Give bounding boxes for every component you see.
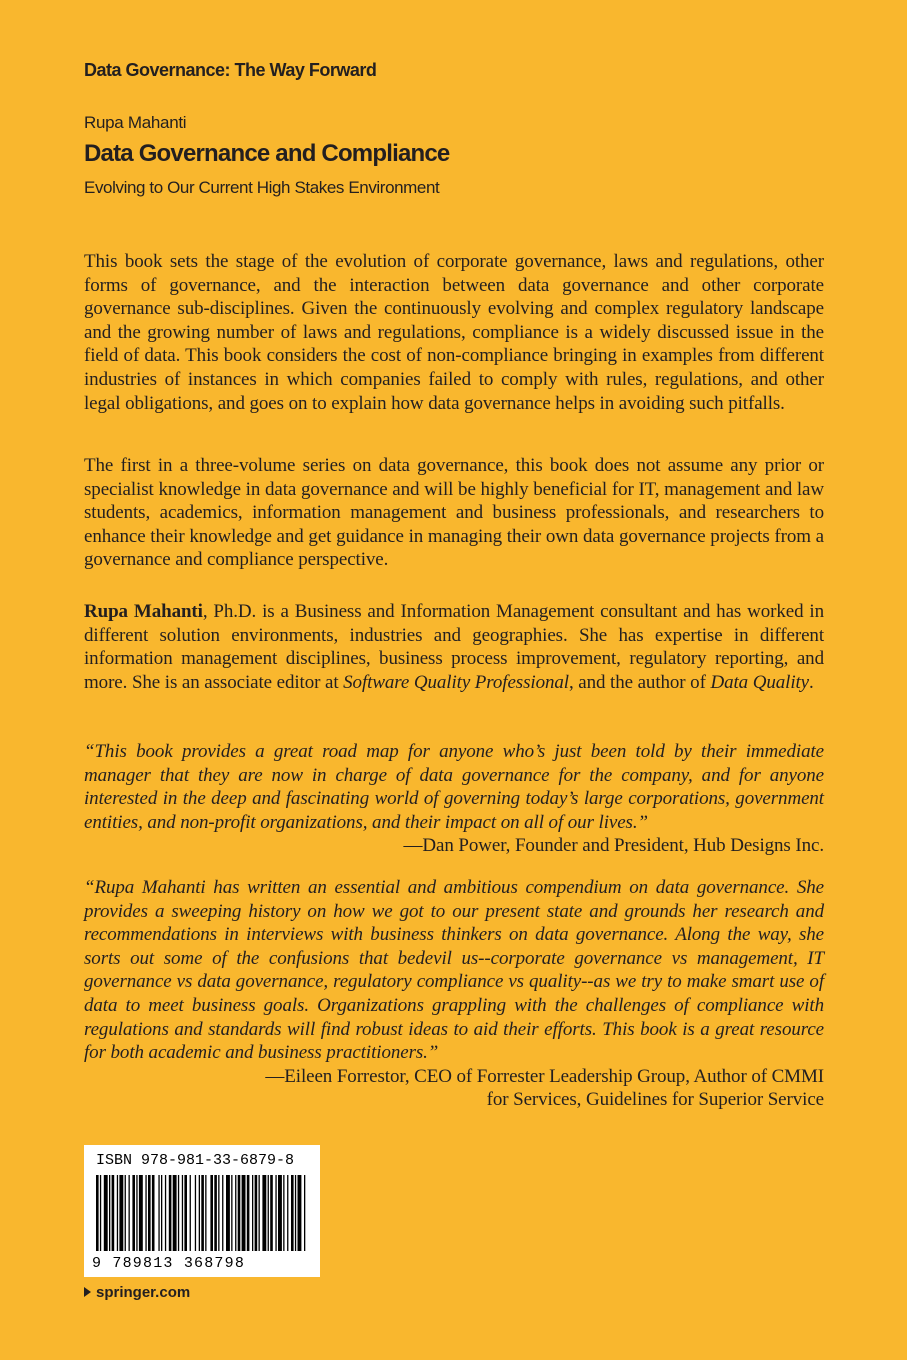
quote-1-attribution: —Dan Power, Founder and President, Hub Designs Inc. — [403, 835, 824, 857]
barcode-bar — [247, 1175, 250, 1251]
quote-2-attribution-line-1: —Eileen Forrestor, CEO of Forrester Leadership Group, Author of CMMI — [265, 1065, 824, 1087]
author-name: Rupa Mahanti — [84, 113, 187, 132]
barcode-bar — [214, 1175, 217, 1251]
barcode-bar — [184, 1175, 187, 1251]
barcode-bar — [278, 1175, 282, 1251]
barcode-bar — [117, 1175, 118, 1251]
barcode-digits: 9 789813 368798 — [92, 1255, 246, 1272]
barcode-bar — [238, 1175, 241, 1251]
barcode-bar — [210, 1175, 213, 1251]
author-bio — [84, 600, 824, 694]
barcode-bar — [136, 1175, 137, 1251]
bio-text-3: . — [809, 671, 814, 693]
barcode-bar — [255, 1175, 258, 1251]
bio-book: Data Quality — [710, 671, 810, 693]
barcode-bar — [158, 1175, 159, 1251]
barcode-bar — [104, 1175, 108, 1251]
barcode-bar — [178, 1175, 179, 1251]
isbn-label: ISBN 978-981-33-6879-8 — [96, 1152, 295, 1169]
barcode-bar — [152, 1175, 155, 1251]
barcode-bar — [145, 1175, 146, 1251]
book-subtitle: Evolving to Our Current High Stakes Environment — [84, 178, 440, 197]
barcode-bar — [148, 1175, 151, 1251]
play-arrow-icon — [84, 1287, 91, 1297]
quote-2-attribution-line-2: for Services, Guidelines for Superior Service — [486, 1089, 824, 1111]
barcode-bar — [262, 1175, 266, 1251]
quote-1 — [84, 740, 824, 858]
barcode-bar — [119, 1175, 123, 1251]
barcode-bar — [275, 1175, 276, 1251]
barcode-bar — [270, 1175, 273, 1251]
barcode-bar — [165, 1175, 166, 1251]
barcode-bar — [109, 1175, 110, 1251]
barcode-bar — [304, 1175, 305, 1251]
barcode-bar — [205, 1175, 206, 1251]
barcode-bar — [268, 1175, 269, 1251]
barcode-bar — [132, 1175, 135, 1251]
publisher-link[interactable] — [84, 1284, 190, 1301]
barcode-bar — [287, 1175, 288, 1251]
barcode-bar — [291, 1175, 294, 1251]
publisher-link-text: springer.com — [96, 1284, 191, 1301]
barcode-bar — [199, 1175, 200, 1251]
barcode-bar — [283, 1175, 284, 1251]
book-title: Data Governance and Compliance — [84, 140, 450, 167]
barcode-bar — [169, 1175, 172, 1251]
barcode-bar — [100, 1175, 101, 1251]
barcode-bar — [218, 1175, 219, 1251]
bio-journal: Software Quality Professional — [343, 671, 569, 693]
barcode-bar — [222, 1175, 223, 1251]
barcode-bar — [195, 1175, 196, 1251]
barcode-bar — [161, 1175, 162, 1251]
bio-text-1: , Ph.D. is a Business and Information Management consultant and has worked in different solution environments, industries and geographies. She has expertise in different information management disciplines, business process improvement, regulatory reporting, and more. She is an associate editor at — [84, 601, 824, 693]
quote-1-text: “This book provides a great road map for anyone who’s just been told by their immediate manager that they are now in charge of data governance for the company, and for anyone interested in the deep and fascinating world of governing today’s large corporations, government entities, and non-profit organizations, and their impact on all of our lives.” — [84, 741, 824, 833]
barcode-bar — [295, 1175, 296, 1251]
bio-author-name: Rupa Mahanti — [84, 601, 203, 622]
barcode-bar — [96, 1175, 99, 1251]
isbn-barcode-box — [84, 1145, 320, 1277]
quote-2-text: “Rupa Mahanti has written an essential and ambitious compendium on data governance. She provides a sweeping history on how we got to our present state and grounds her research and recommendations in interviews with business thinkers on data governance. Along the way, she sorts out some of the confusions that bedevil us--corporate governance vs management, IT governance vs data governance, regulatory compliance vs quality--as we try to make smart use of data to meet business goals. Organizations grappling with the challenges of compliance with regulations and standards will find robust ideas to aid their efforts. This book is a great resource for both academic and business practitioners.” — [84, 877, 824, 1064]
barcode-bar — [190, 1175, 191, 1251]
barcode-bar — [259, 1175, 260, 1251]
barcode-bar — [173, 1175, 177, 1251]
barcode-bar — [139, 1175, 143, 1251]
barcode-bar — [125, 1175, 126, 1251]
barcode-bar — [231, 1175, 232, 1251]
barcode-bar — [298, 1175, 302, 1251]
description-paragraph-1: This book sets the stage of the evolution of corporate governance, laws and regulations, other forms of governance, and the interaction between data governance and other corporate governance sub-disciplines. Given the continuously evolving and complex regulatory landscape and the growing number of laws and regulations, compliance is a widely discussed issue in the field of data. This book considers the cost of non-compliance bringing in examples from different industries of instances in which companies failed to comply with rules, regulations, and other legal obligations, and goes on to explain how data governance helps in avoiding such pitfalls. — [84, 251, 824, 414]
quote-2 — [84, 876, 824, 1112]
barcode-bar — [252, 1175, 253, 1251]
barcode-bar — [235, 1175, 236, 1251]
description-paragraph-2: The first in a three-volume series on data governance, this book does not assume any prior or specialist knowledge in data governance and will be highly beneficial for IT, management and law students, academics, information management and business professionals, and researchers to enhance their knowledge and get guidance in managing their own data governance projects from a governance and compliance perspective. — [84, 455, 824, 571]
series-title: Data Governance: The Way Forward — [84, 60, 377, 80]
barcode-bar — [182, 1175, 183, 1251]
barcode-bar — [242, 1175, 246, 1251]
bio-text-2: , and the author of — [568, 671, 711, 693]
barcode-bar — [226, 1175, 230, 1251]
barcode-bar — [112, 1175, 115, 1251]
barcode-bar — [129, 1175, 130, 1251]
barcode-graphic — [94, 1175, 310, 1255]
barcode-bar — [201, 1175, 204, 1251]
